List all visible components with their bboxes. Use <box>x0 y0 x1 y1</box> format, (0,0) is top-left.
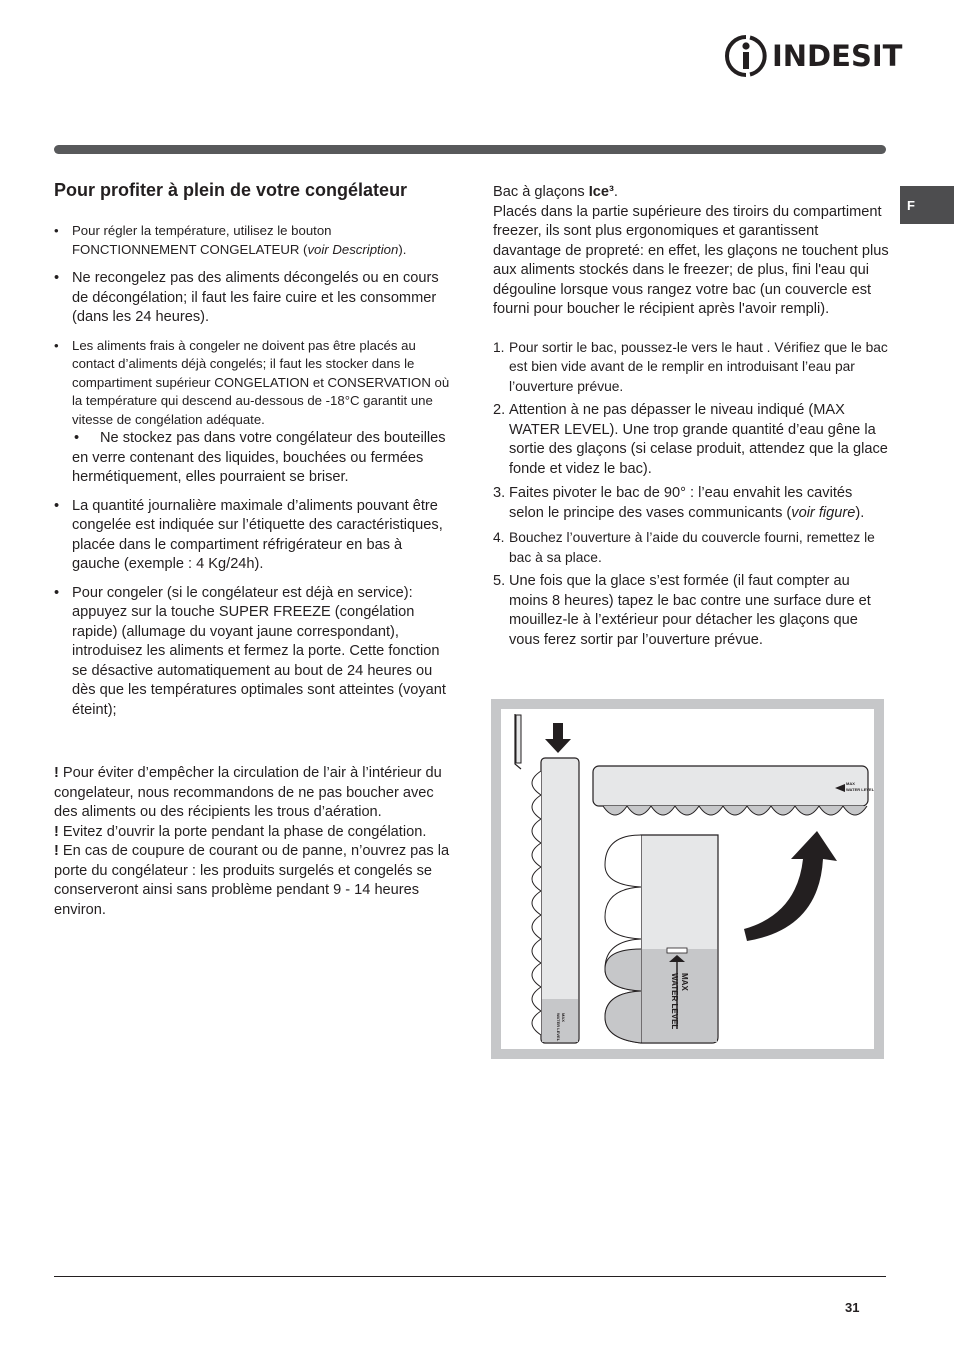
step-item: 3. Faites pivoter le bac de 90° : l’eau envahit les cavités selon le principe des vases communicants (voir figure). <box>493 485 865 521</box>
logo-i-icon <box>724 34 768 78</box>
warning-item: ! Evitez d’ouvrir la porte pendant la phase de congélation. <box>54 823 427 840</box>
list-item: • Pour régler la température, utilisez le bouton FONCTIONNEMENT CONGELATEUR (voir Description). <box>54 223 407 257</box>
step-item: 4. Bouchez l’ouverture à l’aide du couvercle fourni, remettez le bac à sa place. <box>493 530 875 565</box>
warning-icon: ! <box>54 843 63 859</box>
step-item: 2. Attention à ne pas dépasser le niveau indiqué (MAX WATER LEVEL). Une trop grande quantité d’eau gêne la sortie des glaçons (si celase produit, attendez que la glace fonde et videz le bac). <box>493 402 888 477</box>
small-water-level-label: WATER LEVEL <box>556 1013 561 1042</box>
warnings <box>54 764 450 920</box>
page-number: 31 <box>845 1300 860 1315</box>
section-title: Pour profiter à plein de votre congélateur <box>54 180 408 200</box>
bullet-dot: • <box>54 270 60 286</box>
top-max-label: MAX <box>846 781 855 786</box>
step-item: 1. Pour sortir le bac, poussez-le vers le haut . Vérifiez que le bac est bien vide avant de le remplir en introduisant l’eau par l’ouverture prévue. <box>493 339 888 394</box>
tips-list <box>54 222 450 720</box>
ice-tray-illustration <box>501 709 874 1049</box>
list-item: • Pour congeler (si le congélateur est déjà en service): appuyez sur la touche SUPER FREEZE (congélation rapide) (allumage du voyant jaune correspondant), introduisez les aliments et fermez la porte. Cette fonction se désactive automatiquement au bout de 24 heures ou dès que les températures optimales sont atteintes (voyant éteint); <box>54 584 446 718</box>
warning-item: ! Pour éviter d’empêcher la circulation de l’air à l’intérieur du congelateur, nous recommandons de ne pas boucher avec des aliments ou des récipients les trous d’aération. <box>54 765 442 820</box>
bullet-dot: • <box>54 497 60 514</box>
indesit-logo <box>724 34 903 78</box>
list-item: • Les aliments frais à congeler ne doivent pas être placés au contact d’aliments déjà congelés; il faut les stocker dans le compartiment supérieur CONGELATION et CONSERVATION où la température qui descend au-dessous de -18°C garantit une vitesse de congélation adéquate. • Ne stockez pas dans votre congélateur des bouteilles en verre contenant des liquides, bouchées ou fermées hermétiquement, elles pourraient se briser. <box>54 337 450 485</box>
push-down-arrow-icon <box>545 723 571 753</box>
left-column <box>54 178 450 920</box>
step-item: 5. Une fois que la glace s’est formée (il faut compter au moins 8 heures) tapez le bac contre une surface dure et mouillez-le à l’extérieur pour détacher les glaçons que vous ferez sortir par l’ouverture prévue. <box>493 573 871 648</box>
footer-rule <box>54 1276 886 1277</box>
ice-tray-figure <box>491 699 884 1059</box>
water-level-label: WATER LEVEL <box>670 973 679 1030</box>
list-item: • La quantité journalière maximale d’aliments pouvant être congelée est indiquée sur l’étiquette des caractéristiques, placée dans le compartiment réfrigérateur en bas à gauche (exemple : 4 Kg/24h). <box>54 497 443 572</box>
bullet-dot: • <box>54 584 60 601</box>
warning-icon: ! <box>54 765 63 781</box>
top-water-level-label: WATER LEVEL <box>846 787 874 792</box>
right-column <box>493 183 889 655</box>
max-label: MAX <box>680 973 689 991</box>
rotate-arrow-icon <box>744 831 837 941</box>
header-rule <box>54 145 886 154</box>
warning-item: ! En cas de coupure de courant ou de panne, n’ouvrez pas la porte du congélateur : les produits surgelés et congelés se conserveront ainsi sans problème pendant 9 - 14 heures environ. <box>54 843 450 918</box>
bullet-dot: • <box>54 337 59 353</box>
bullet-dot: • <box>74 430 80 446</box>
steps-list <box>493 338 889 651</box>
language-tab: F <box>900 186 954 224</box>
ice-tray-intro: Bac à glaçons Ice³. Placés dans la partie supérieure des tiroirs du compartiment freezer, ils sont plus ergonomiques et garantissent davantage de propreté: en effet, les glaçons ne touchent plus aux aliments stockés dans le freezer; de plus, fini l'eau qui dégouline lorsque vous rangez votre bac (un couvercle est fourni pour boucher le récipient après l'avoir rempli). <box>493 184 889 317</box>
bullet-dot: • <box>54 223 59 238</box>
figure-canvas <box>501 709 874 1049</box>
brand-name: INDESIT <box>772 39 903 73</box>
small-max-label: MAX <box>561 1013 566 1022</box>
list-item: • Ne recongelez pas des aliments décongelés ou en cours de décongélation; il faut les faire cuire et les consommer (dans les 24 heures). <box>54 270 439 325</box>
warning-icon: ! <box>54 823 63 840</box>
